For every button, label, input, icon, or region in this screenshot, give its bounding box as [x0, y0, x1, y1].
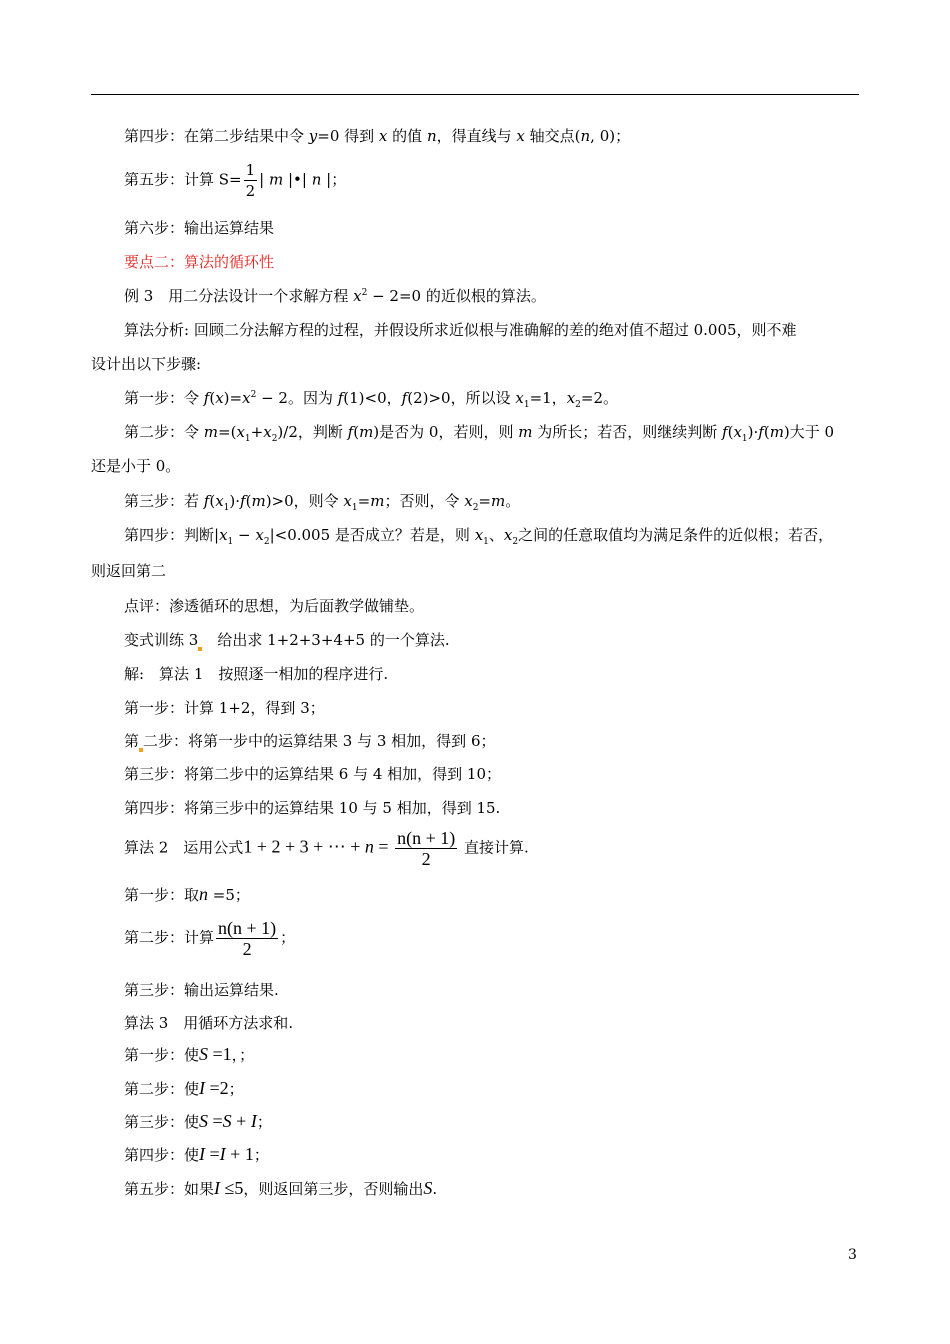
alg3-step3: 第三步：使S =S + I； [124, 1111, 272, 1131]
alg1-step3: 第三步：将第二步中的运算结果 6 与 4 相加，得到 10； [124, 765, 502, 783]
bisect-step1: 第一步：令 $f(x)=x^2 - 2$。因为 f(1)<0，f(2)>0，所以设 $x_1=1$，$x_2=2$。 [124, 389, 619, 410]
alg3-step2: 第二步：使I =2； [124, 1078, 244, 1098]
bisect-step3: 第三步：若 $f(x_1)\cdot f(m)>0$，则令 $x_1=m$；否则，令 $x_2=m$。 [124, 492, 521, 513]
formula-fraction: $\frac{n(n + 1)}{2}$ [218, 918, 277, 959]
alg1-step4: 第四步：将第三步中的运算结果 10 与 5 相加，得到 15. [124, 799, 501, 817]
alg1-step2: 第 二步：将第一步中的运算结果 3 与 3 相加，得到 6； [124, 732, 496, 750]
section-heading: 要点二：算法的循环性 [124, 253, 275, 271]
exercise-title: 变式训练 3 给出求 1+2+3+4+5 的一个算法. [124, 631, 450, 649]
alg3-step1: 第一步：使S =1，； [124, 1044, 255, 1064]
alg3-intro: 算法 3 用循环方法求和. [124, 1014, 294, 1032]
analysis-text: 算法分析: 回顾二分法解方程的过程，并假设所求近似根与准确解的差的绝对值不超过 0.005，则不难 [124, 321, 797, 339]
step4-text: 第四步：在第二步结果中令 y=0 得到 x 的值 n，得直线与 x 轴交点(n, 0)； [124, 127, 631, 145]
step5-text: 第五步：计算 S= $\frac{1}{2}$ | m |•| n |； [124, 161, 347, 200]
analysis-text-cont: 设计出以下步骤: [91, 355, 202, 373]
formula-fraction: $\frac{n(n + 1)}{2}$ [397, 828, 456, 869]
alg1-step1: 第一步：计算 1+2，得到 3； [124, 699, 325, 717]
alg3-step4: 第四步：使I =I + 1； [124, 1144, 269, 1164]
alg3-step5: 第五步：如果I ≤5，则返回第三步，否则输出S. [124, 1178, 438, 1198]
page-number: 3 [848, 1247, 857, 1263]
step6-text: 第六步：输出运算结果 [124, 219, 275, 237]
alg2-step1: 第一步：取n =5； [124, 884, 250, 904]
example3-text: 例 3 用二分法设计一个求解方程 $x^2 - 2=0$ 的近似根的算法。 [124, 287, 546, 305]
comment-text: 点评：渗透循环的思想，为后面教学做铺垫。 [124, 597, 425, 615]
alg2-formula-line: 算法 2 运用公式1 + 2 + 3 + ⋯ + n = $\frac{n(n + 1)}{2}$ 直接计算. [124, 828, 529, 869]
alg2-step3: 第三步：输出运算结果. [124, 981, 279, 999]
solution-intro: 解: 算法 1 按照逐一相加的程序进行. [124, 665, 389, 683]
header-rule [91, 94, 859, 95]
fraction: $\frac{1}{2}$ [245, 161, 256, 200]
bisect-step2: 第二步：令 $m=(x_1+x_2)/2$，判断 f(m)是否为 0，若则，则 m 为所长；若否，则继续判断 $f(x_1)\cdot f(m)$大于 0 [124, 423, 835, 444]
bisect-step4-cont: 则返回第二 [91, 562, 167, 580]
alg2-step2: 第二步：计算 $\frac{n(n + 1)}{2}$ ； [124, 918, 296, 959]
bisect-step4: 第四步：判断$|x_1 - x_2|<0.005$ 是否成立？若是，则 $x_1$、$x_2$之间的任意取值均为满足条件的近似根；若否， [124, 526, 834, 547]
bisect-step2-cont: 还是小于 0。 [91, 457, 181, 475]
